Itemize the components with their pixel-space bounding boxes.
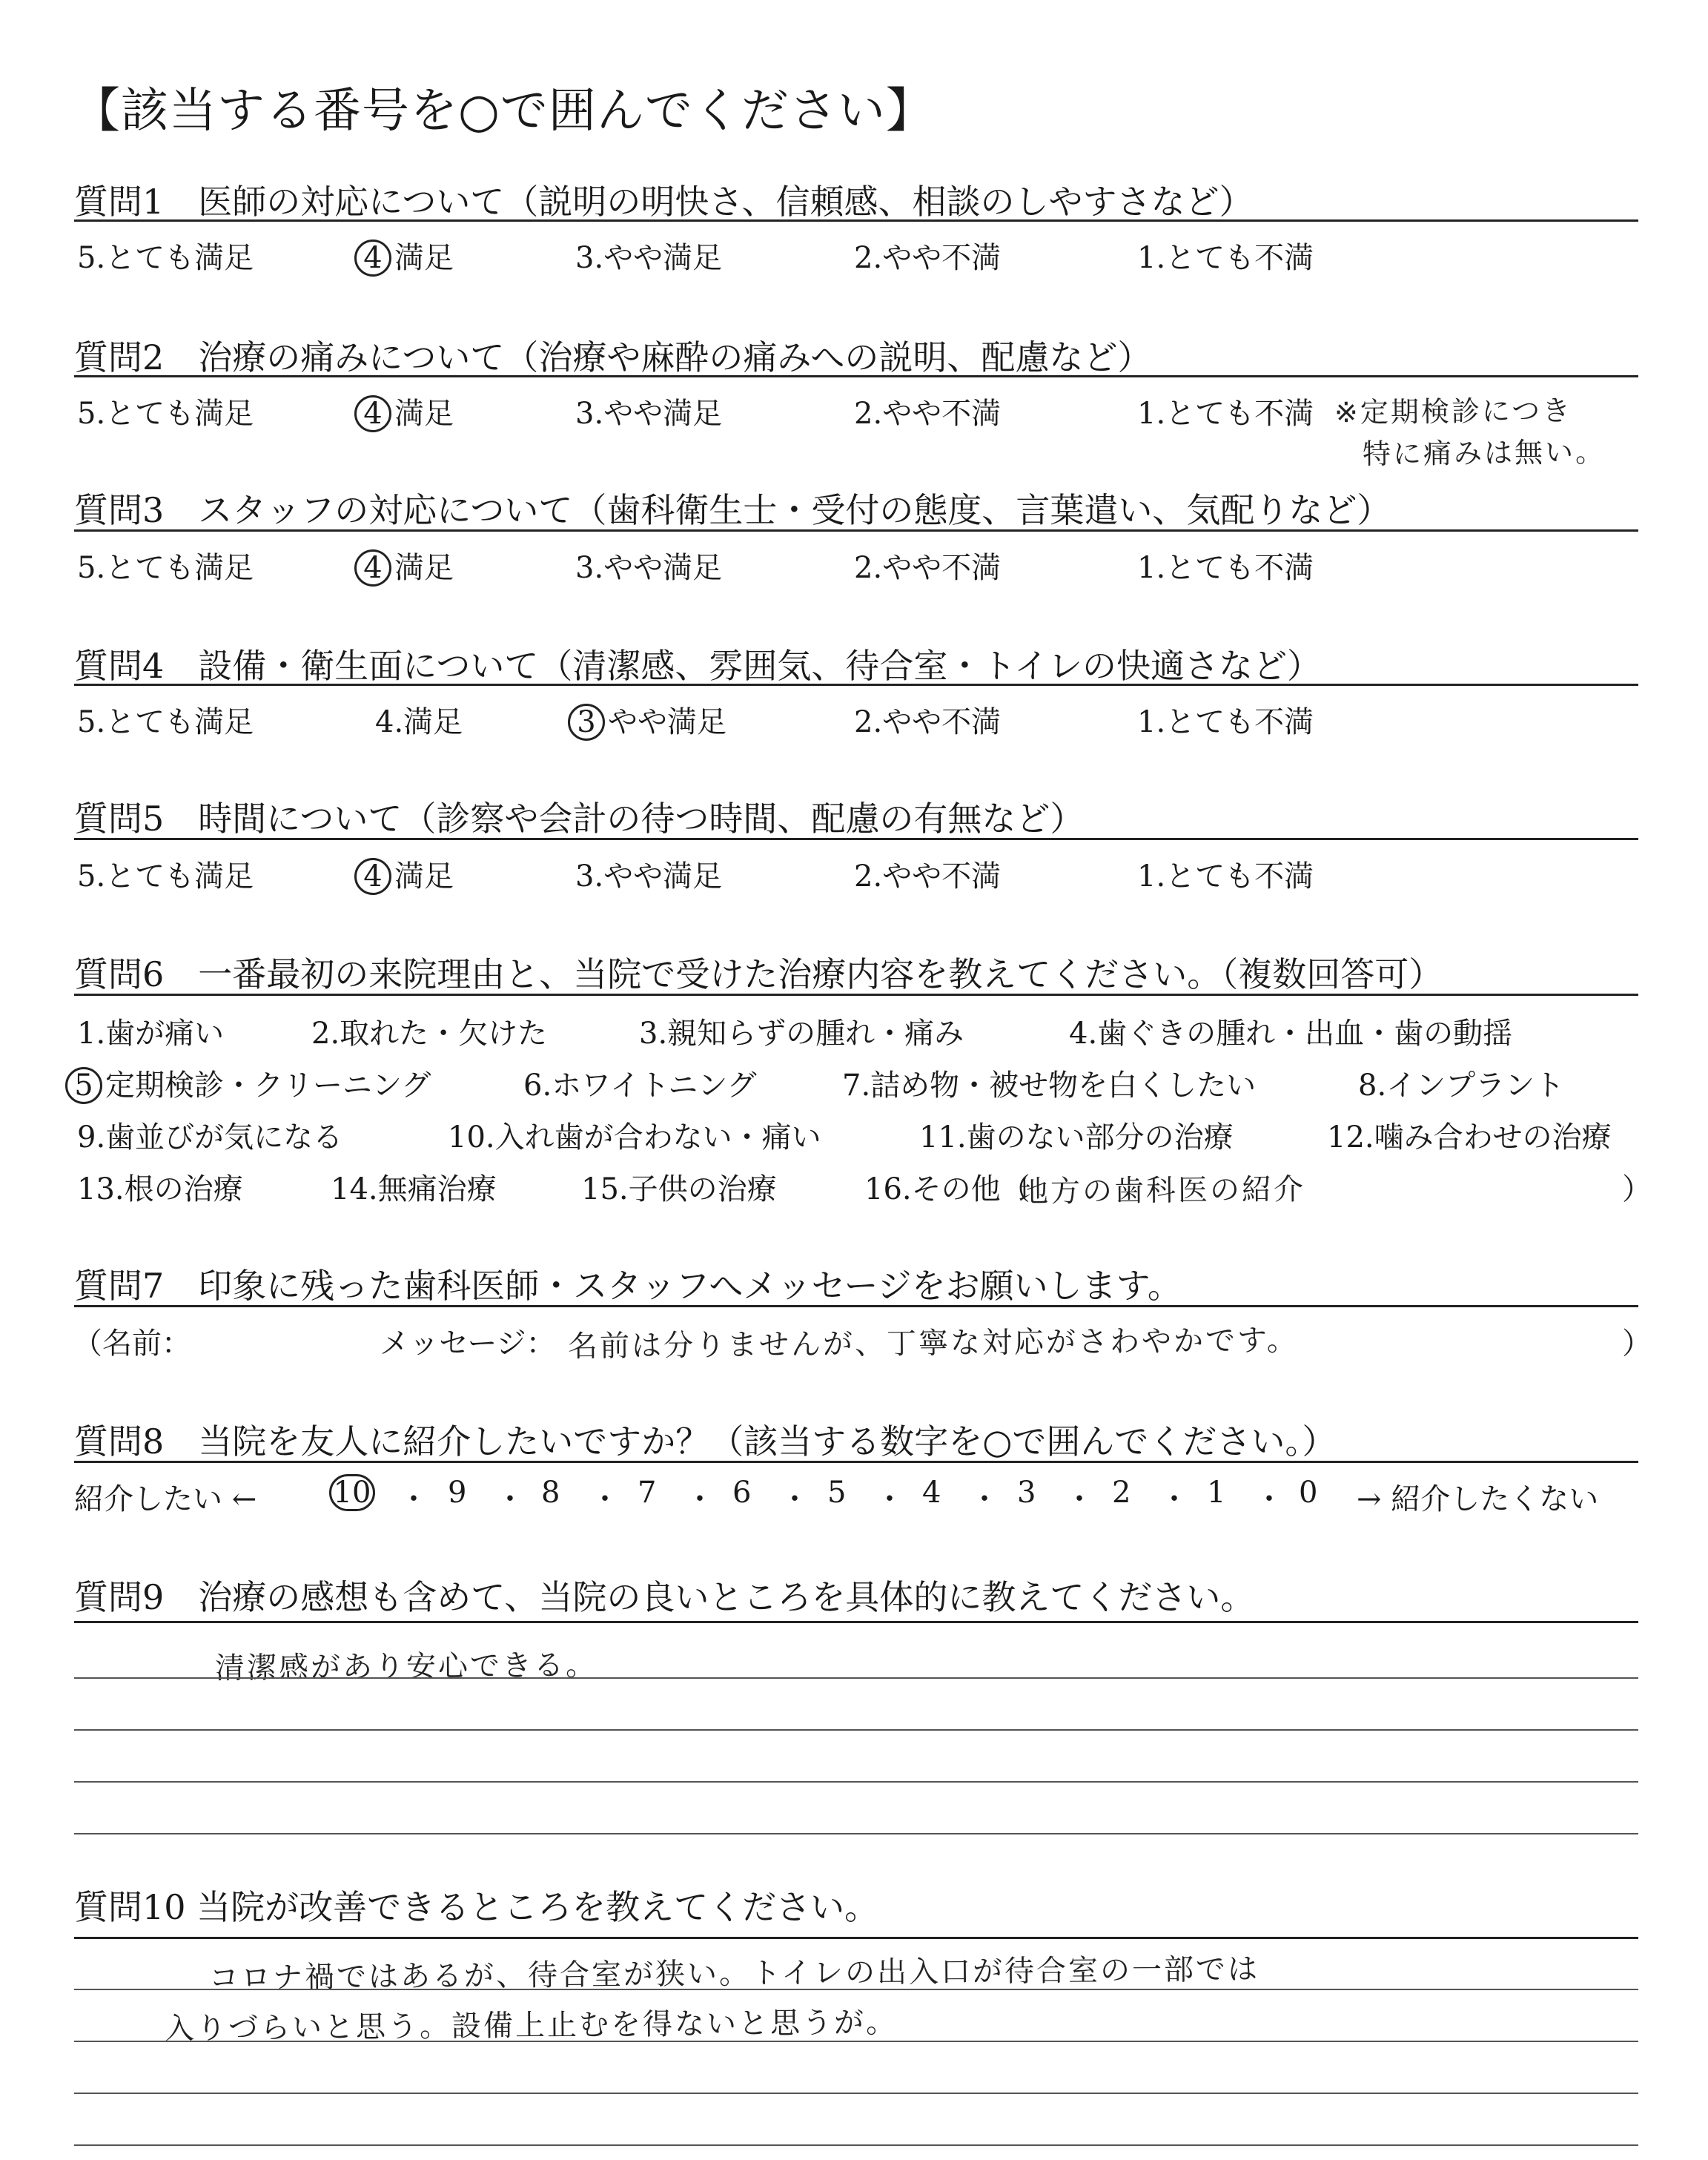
selection-circle: 3 (568, 704, 605, 741)
reason-3[interactable]: 3.親知らずの腫れ・痛み (639, 1017, 964, 1051)
question-7-rule (74, 1305, 1638, 1307)
option-1[interactable]: 1.とても不満 (1137, 859, 1314, 894)
scale-dot: ・ (970, 1482, 999, 1516)
option-1[interactable]: 1.とても不満 (1137, 705, 1314, 739)
answer-line (74, 1833, 1638, 1834)
reason-6[interactable]: 6.ホワイトニング (523, 1069, 757, 1103)
scale-dot: ・ (399, 1482, 428, 1516)
scale-dot: ・ (780, 1482, 810, 1516)
scale-dot: ・ (495, 1482, 525, 1516)
question-9-rule (74, 1621, 1638, 1623)
scale-dot: ・ (1065, 1482, 1094, 1516)
answer-line (74, 1781, 1638, 1783)
selection-circle: 4 (354, 240, 391, 277)
option-4-selected[interactable] (354, 544, 454, 587)
option-label: 満足 (394, 551, 454, 585)
scale-1[interactable]: 1 (1207, 1476, 1226, 1510)
improvement-handwritten-line2: 入りづらいと思う。設備上止むを得ないと思うが。 (164, 2005, 898, 2047)
question-3-rule (74, 529, 1638, 532)
handwritten-note: ※定期検診につき (1334, 394, 1573, 429)
option-2[interactable]: 2.やや不満 (854, 859, 1002, 894)
option-1[interactable]: 1.とても不満 (1137, 397, 1314, 431)
reason-16-other[interactable]: 16.その他（ (864, 1172, 1030, 1206)
option-label: 満足 (394, 241, 454, 275)
answer-line (74, 1677, 1638, 1679)
reason-12[interactable]: 12.噛み合わせの治療 (1327, 1120, 1612, 1155)
reason-4[interactable]: 4.歯ぐきの腫れ・出血・歯の動揺 (1069, 1017, 1513, 1051)
option-4-selected[interactable] (354, 853, 454, 895)
reason-7[interactable]: 7.詰め物・被せ物を白くしたい (842, 1069, 1257, 1103)
message-handwritten: 名前は分りませんが、丁寧な対応がさわやかです。 (567, 1323, 1300, 1364)
question-8-rule (74, 1461, 1638, 1463)
handwritten-note: 特に痛みは無い。 (1362, 435, 1606, 471)
scale-0[interactable]: 0 (1299, 1476, 1318, 1510)
reason-15[interactable]: 15.子供の治療 (581, 1172, 777, 1206)
improvement-handwritten-line1: コロナ禍ではあるが、待合室が狭い。トイレの出入口が待合室の一部では (208, 1952, 1260, 1996)
reason-2[interactable]: 2.取れた・欠けた (311, 1017, 548, 1051)
answer-line (74, 2041, 1638, 2042)
selection-circle: 4 (354, 395, 391, 432)
option-5[interactable]: 5.とても満足 (77, 705, 254, 739)
message-label: メッセージ： (380, 1327, 556, 1361)
reason-11[interactable]: 11.歯のない部分の治療 (919, 1120, 1234, 1155)
question-3-title: 質問3 スタッフの対応について（歯科衛生士・受付の態度、言葉遣い、気配りなど） (74, 490, 1391, 530)
option-1[interactable]: 1.とても不満 (1137, 241, 1314, 275)
close-paren: ） (1622, 1172, 1652, 1206)
reason-13[interactable]: 13.根の治療 (77, 1172, 243, 1206)
reason-5-selected[interactable] (65, 1062, 431, 1104)
good-points-handwritten: 清潔感があり安心できる。 (214, 1648, 598, 1686)
answer-line (74, 1989, 1638, 1990)
option-4[interactable]: 4.満足 (375, 705, 463, 739)
question-4-title: 質問4 設備・衛生面について（清潔感、雰囲気、待合室・トイレの快適さなど） (74, 646, 1322, 686)
scale-dot: ・ (590, 1482, 620, 1516)
option-4-selected[interactable] (354, 234, 454, 277)
name-label: （名前： (73, 1327, 191, 1361)
scale-dot: ・ (875, 1482, 904, 1516)
option-3[interactable]: 3.やや満足 (575, 397, 723, 431)
scale-4[interactable]: 4 (922, 1476, 941, 1510)
option-2[interactable]: 2.やや不満 (854, 397, 1002, 431)
scale-6[interactable]: 6 (732, 1476, 752, 1510)
option-3[interactable]: 3.やや満足 (575, 859, 723, 894)
option-label: 満足 (394, 859, 454, 894)
question-6-title: 質問6 一番最初の来院理由と、当院で受けた治療内容を教えてください。（複数回答可） (74, 954, 1443, 994)
question-1-title: 質問1 医師の対応について（説明の明快さ、信頼感、相談のしやすさなど） (74, 182, 1254, 222)
question-2-rule (74, 375, 1638, 377)
question-5-rule (74, 838, 1638, 840)
option-3[interactable]: 3.やや満足 (575, 241, 723, 275)
option-label: やや満足 (608, 705, 726, 739)
option-2[interactable]: 2.やや不満 (854, 705, 1002, 739)
recommend-left-label: 紹介したい ← (74, 1482, 257, 1516)
other-answer-handwritten: 地方の歯科医の紹介 (1018, 1172, 1306, 1209)
option-5[interactable]: 5.とても満足 (77, 551, 254, 585)
reason-10[interactable]: 10.入れ歯が合わない・痛い (448, 1120, 821, 1155)
answer-line (74, 1729, 1638, 1731)
option-5[interactable]: 5.とても満足 (77, 397, 254, 431)
question-10-rule (74, 1937, 1638, 1939)
option-4-selected[interactable] (354, 390, 454, 432)
selection-circle: 5 (65, 1067, 102, 1104)
option-2[interactable]: 2.やや不満 (854, 551, 1002, 585)
answer-line (74, 2144, 1638, 2146)
answer-line (74, 2093, 1638, 2094)
reason-14[interactable]: 14.無痛治療 (331, 1172, 497, 1206)
page-title: 【該当する番号を○で囲んでください】 (73, 84, 934, 139)
question-5-title: 質問5 時間について（診察や会計の待つ時間、配慮の有無など） (74, 799, 1085, 839)
option-5[interactable]: 5.とても満足 (77, 859, 254, 894)
question-1-rule (74, 219, 1638, 222)
option-3[interactable]: 3.やや満足 (575, 551, 723, 585)
question-6-rule (74, 994, 1638, 996)
scale-dot: ・ (1159, 1482, 1189, 1516)
reason-1[interactable]: 1.歯が痛い (77, 1017, 225, 1051)
question-4-rule (74, 684, 1638, 686)
selection-circle: 4 (354, 549, 391, 587)
scale-8[interactable]: 8 (541, 1476, 560, 1510)
reason-9[interactable]: 9.歯並びが気になる (77, 1120, 343, 1155)
scale-dot: ・ (685, 1482, 715, 1516)
option-label: 満足 (394, 397, 454, 431)
option-5[interactable]: 5.とても満足 (77, 241, 254, 275)
close-paren: ） (1622, 1327, 1652, 1361)
option-label: 定期検診・クリーニング (105, 1069, 431, 1103)
question-9-title: 質問9 治療の感想も含めて、当院の良いところを具体的に教えてください。 (74, 1577, 1255, 1617)
scale-10-selected[interactable] (329, 1474, 378, 1511)
scale-7[interactable]: 7 (638, 1476, 657, 1510)
option-2[interactable]: 2.やや不満 (854, 241, 1002, 275)
recommend-right-label: → 紹介したくない (1357, 1482, 1599, 1516)
scale-9[interactable]: 9 (448, 1476, 467, 1510)
scale-3[interactable]: 3 (1017, 1476, 1036, 1510)
option-1[interactable]: 1.とても不満 (1137, 551, 1314, 585)
selection-circle: 4 (354, 858, 391, 895)
option-3-selected[interactable] (568, 698, 726, 741)
scale-5[interactable]: 5 (827, 1476, 847, 1510)
question-2-title: 質問2 治療の痛みについて（治療や麻酔の痛みへの説明、配慮など） (74, 337, 1152, 377)
scale-2[interactable]: 2 (1112, 1476, 1131, 1510)
scale-dot: ・ (1254, 1482, 1284, 1516)
selection-circle: 10 (329, 1474, 375, 1511)
question-7-title: 質問7 印象に残った歯科医師・スタッフへメッセージをお願いします。 (74, 1266, 1182, 1306)
question-8-title: 質問8 当院を友人に紹介したいですか？（該当する数字を○で囲んでください。） (74, 1421, 1337, 1462)
reason-8[interactable]: 8.インプラント (1358, 1069, 1565, 1103)
question-10-title: 質問10 当院が改善できるところを教えてください。 (74, 1887, 879, 1927)
